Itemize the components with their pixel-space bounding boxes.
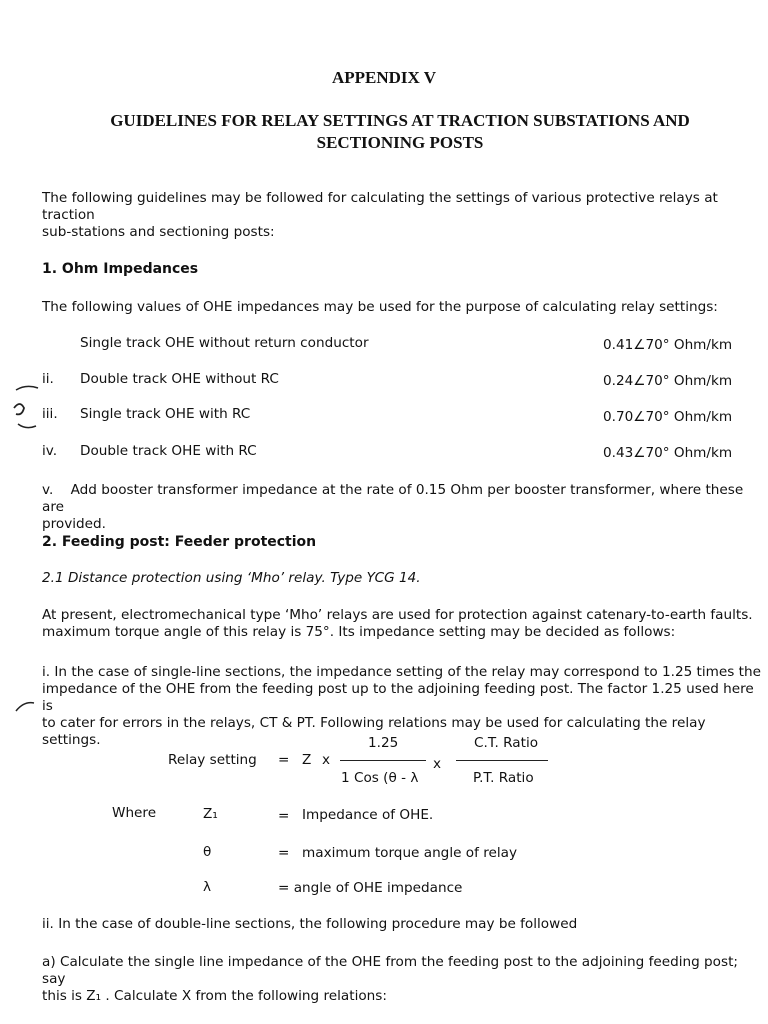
title-line-1: GUIDELINES FOR RELAY SETTINGS AT TRACTION SUBSTATIONS AND — [110, 111, 690, 130]
impedance-item-5 — [42, 482, 764, 533]
where-row-2-desc: maximum torque angle of relay — [302, 845, 518, 861]
impedance-item-3-text: Single track OHE with RC — [80, 406, 251, 422]
where-row-2-symbol: θ — [203, 844, 212, 860]
section-2-paragraph-i-line-3: to cater for errors in the relays, CT & PT. Following relations may be used for calculating the relay settings. — [42, 715, 706, 748]
section-2-paragraph-1 — [42, 607, 764, 641]
impedance-item-2-text: Double track OHE without RC — [80, 371, 279, 387]
appendix-title: APPENDIX V — [331, 68, 437, 87]
impedance-item-4-value: 0.43∠70° Ohm/km — [603, 445, 733, 461]
section-2-paragraph-i-line-2: impedance of the OHE from the feeding post up to the adjoining feeding post. The factor 1.25 used here is — [42, 681, 754, 714]
where-label: Where — [112, 805, 157, 821]
impedance-item-3-value: 0.70∠70° Ohm/km — [603, 409, 733, 425]
impedance-item-1-value: 0.41∠70° Ohm/km — [603, 337, 733, 353]
impedance-item-1-text: Single track OHE without return conductor — [80, 335, 369, 351]
impedance-item-2-label: ii. — [42, 371, 54, 387]
where-row-3-desc: = angle of OHE impedance — [278, 880, 463, 896]
formula-fraction-line-2 — [456, 760, 548, 761]
impedance-item-2-value: 0.24∠70° Ohm/km — [603, 373, 733, 389]
section-2-paragraph-a-line-1: a) Calculate the single line impedance of the OHE from the feeding post to the adjoining feeding post; say — [42, 954, 738, 987]
section-2-paragraph-a-line-2: this is Z₁ . Calculate X from the following relations: — [42, 988, 387, 1004]
impedance-item-5-line-2: provided. — [42, 516, 106, 532]
where-row-1-desc: Impedance of OHE. — [302, 807, 434, 823]
title-line-2: SECTIONING POSTS — [316, 133, 484, 152]
document-title — [40, 110, 760, 154]
formula-denominator: 1 Cos (θ - λ — [341, 770, 419, 786]
section-2-paragraph-1-line-1: At present, electromechanical type ‘Mho’ relays are used for protection against catenary-to-earth faults. — [42, 607, 753, 623]
formula-times-1: x — [322, 752, 331, 768]
section-2-paragraph-i — [42, 664, 764, 749]
impedance-item-5-line-1: Add booster transformer impedance at the rate of 0.15 Ohm per booster transformer, where these are — [42, 482, 744, 515]
formula-numerator: 1.25 — [368, 735, 399, 751]
where-row-3-symbol: λ — [203, 879, 212, 895]
impedance-item-5-label: v. — [42, 482, 54, 498]
intro-paragraph — [42, 190, 764, 241]
section-2-paragraph-a — [42, 954, 764, 1005]
impedance-item-4-label: iv. — [42, 443, 58, 459]
formula-z: Z — [302, 752, 312, 768]
where-row-1-equals: = — [278, 808, 290, 824]
impedance-item-4-text: Double track OHE with RC — [80, 443, 257, 459]
formula-numerator-2: C.T. Ratio — [474, 735, 539, 751]
formula-equals: = — [278, 752, 290, 768]
section-2-paragraph-ii: ii. In the case of double-line sections, the following procedure may be followed — [42, 916, 578, 932]
handwritten-margin-tick — [10, 695, 40, 715]
section-2-paragraph-i-line-1: i. In the case of single-line sections, the impedance setting of the relay may correspond to 1.25 times the — [42, 664, 761, 680]
handwritten-margin-mark — [8, 380, 42, 440]
where-row-2-equals: = — [278, 845, 290, 861]
section-1-heading: 1. Ohm Impedances — [42, 261, 199, 277]
section-1-intro: The following values of OHE impedances may be used for the purpose of calculating relay settings: — [42, 299, 718, 315]
section-2-heading: 2. Feeding post: Feeder protection — [42, 534, 317, 550]
section-2-1-subheading: 2.1 Distance protection using ‘Mho’ relay. Type YCG 14. — [42, 570, 421, 586]
formula-lhs: Relay setting — [168, 752, 257, 768]
intro-line-1: The following guidelines may be followed for calculating the settings of various protective relays at traction — [42, 190, 718, 223]
impedance-item-3-label: iii. — [42, 406, 58, 422]
where-row-1-symbol: Z₁ — [203, 806, 218, 822]
intro-line-2: sub-stations and sectioning posts: — [42, 224, 275, 240]
section-2-paragraph-1-line-2: maximum torque angle of this relay is 75°. Its impedance setting may be decided as follows: — [42, 624, 676, 640]
formula-fraction-line-1 — [340, 760, 426, 761]
formula-times-2: x — [433, 756, 442, 772]
formula-denominator-2: P.T. Ratio — [473, 770, 534, 786]
